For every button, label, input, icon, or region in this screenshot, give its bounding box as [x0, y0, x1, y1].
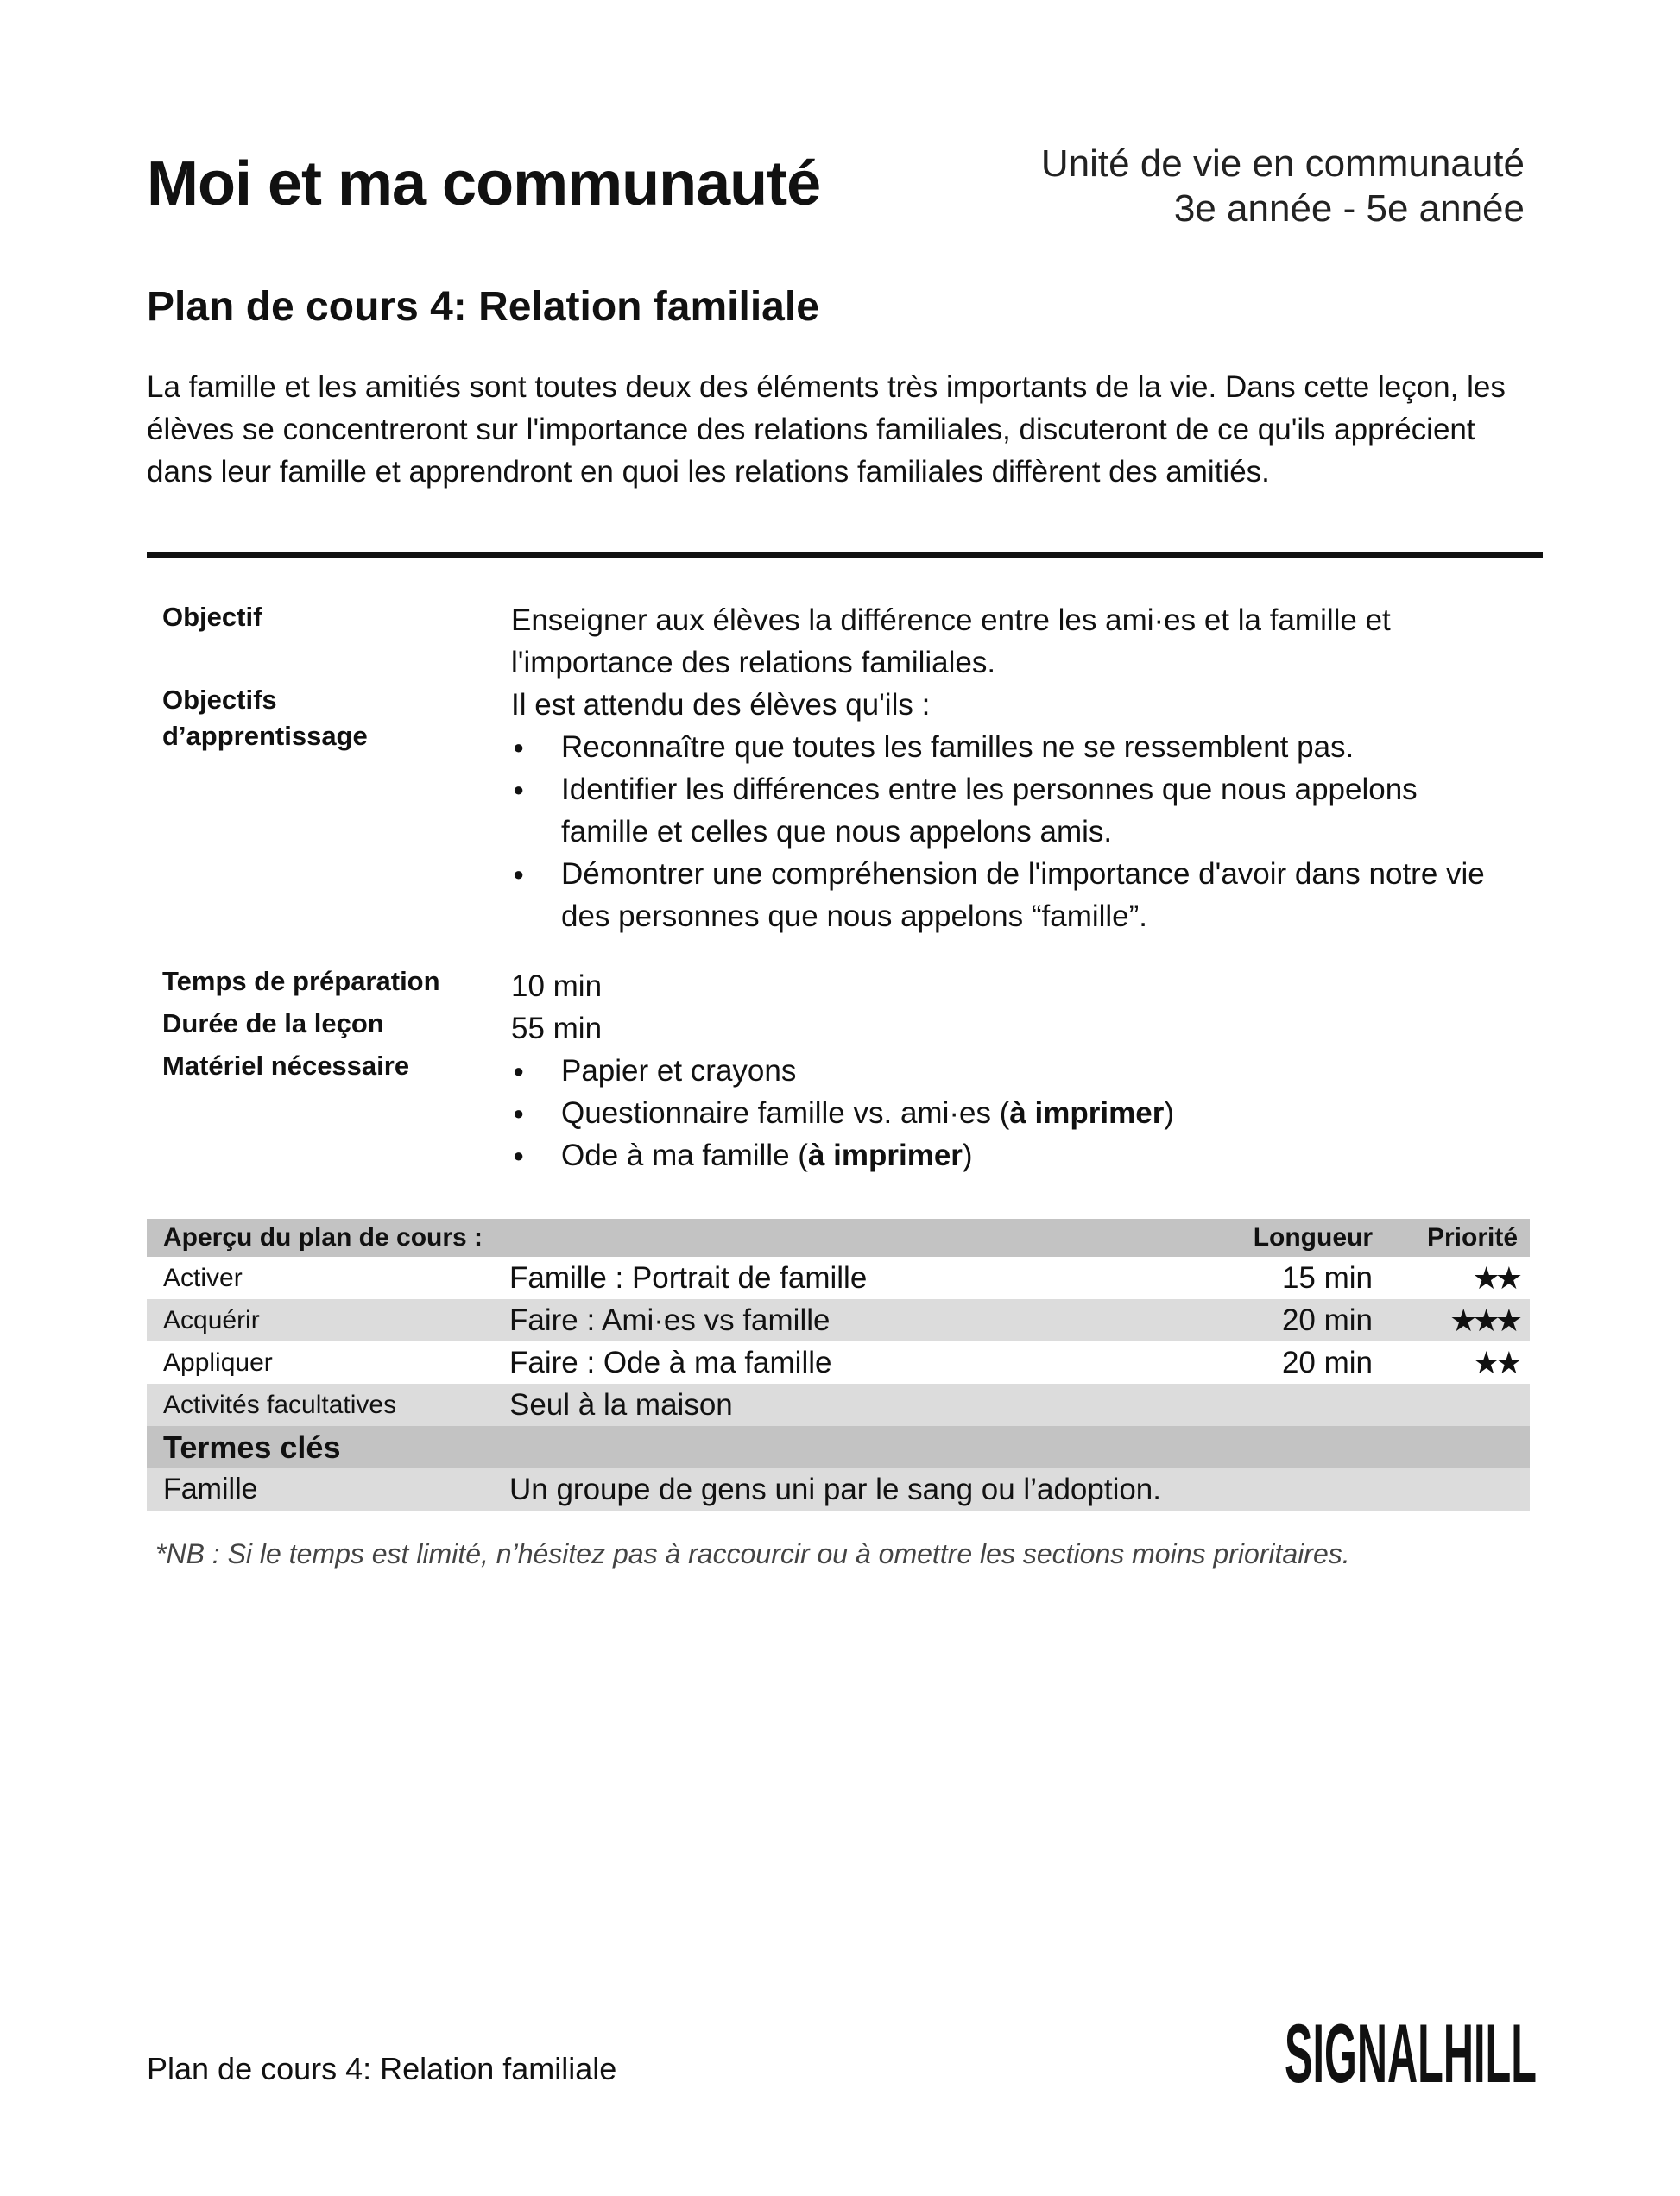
activity-cell: Famille : Portrait de famille — [509, 1260, 868, 1295]
logo-text: SIGNALHILL — [1285, 2018, 1537, 2099]
print-link: à imprimer — [807, 1139, 963, 1172]
phase-cell: Activer — [163, 1263, 243, 1292]
list-item — [511, 1092, 1504, 1134]
goals-intro: Il est attendu des élèves qu'ils : — [511, 688, 931, 722]
footer-title: Plan de cours 4: Relation familiale — [147, 2051, 617, 2086]
unit-info — [1041, 142, 1525, 231]
length-cell — [1183, 1384, 1373, 1426]
list-item: ● Papier et crayons — [511, 1050, 1504, 1092]
length-column-header: Longueur — [1183, 1219, 1373, 1257]
unit-name: Unité de vie en communauté — [1040, 142, 1525, 185]
activity-cell: Seul à la maison — [509, 1384, 1183, 1426]
priority-stars: ★★ — [1472, 1259, 1518, 1296]
objective-text: Enseigner aux élèves la différence entre les ami·es et la famille et l'importance des relations familiales. — [511, 603, 1391, 679]
materials-label: Matériel nécessaire — [162, 1051, 410, 1081]
priority-stars — [1373, 1384, 1530, 1426]
activity-cell: Faire : Ami·es vs famille — [509, 1299, 1183, 1341]
table-row — [147, 1257, 1530, 1299]
objective-label: Objectif — [162, 602, 262, 632]
length-cell: 20 min — [1281, 1345, 1373, 1379]
section-divider — [147, 552, 1543, 558]
duration-label: Durée de la leçon — [162, 1008, 384, 1038]
term-definition: Un groupe de gens uni par le sang ou l’adoption. — [509, 1468, 1530, 1511]
material-text-end: ) — [1164, 1096, 1174, 1130]
lesson-title: Plan de cours 4: Relation familiale — [147, 284, 819, 330]
priority-column-header: Priorité — [1373, 1219, 1530, 1257]
material-text-end: ) — [962, 1139, 973, 1172]
goals-label-line2: d’apprentissage — [162, 721, 368, 751]
phase-cell: Activités facultatives — [147, 1384, 509, 1426]
footnote: *NB : Si le temps est limité, n’hésitez pas à raccourcir ou à omettre les sections moins prioritaires. — [155, 1538, 1350, 1569]
priority-stars: ★★ — [1472, 1344, 1518, 1380]
signalhill-logo — [1285, 2018, 1537, 2099]
prep-value: 10 min — [511, 969, 603, 1003]
table-row — [147, 1299, 1530, 1341]
length-cell: 15 min — [1281, 1260, 1373, 1295]
list-item: ● Démontrer une compréhension de l'importance d'avoir dans notre vie des personnes que nous appelons “famille”. — [511, 853, 1504, 937]
objective-block — [511, 599, 1504, 937]
page-title: Moi et ma communauté — [147, 149, 821, 218]
phase-cell: Appliquer — [163, 1347, 273, 1377]
key-terms-header — [147, 1426, 1530, 1468]
term-cell: Famille — [147, 1468, 509, 1511]
list-item — [511, 1134, 1504, 1177]
overview-table — [147, 1219, 1530, 1511]
lesson-intro: La famille et les amitiés sont toutes deux des éléments très importants de la vie. Dans cette leçon, les élèves se concentreront sur l'importance des relations familiales, discuteront de ce qu'ils apprécient dans leur famille et apprendront en quoi les relations familiales diffèrent des amitiés. — [147, 370, 1506, 489]
material-text: Ode à ma famille ( — [561, 1139, 808, 1172]
duration-value: 55 min — [511, 1012, 603, 1045]
logistics-block — [511, 965, 1504, 1177]
goals-label-line1: Objectifs — [162, 685, 277, 715]
prep-label: Temps de préparation — [162, 966, 440, 996]
table-row — [147, 1384, 1530, 1426]
table-header-row — [147, 1219, 1530, 1257]
goals-list — [511, 726, 1504, 937]
list-item: ● Identifier les différences entre les personnes que nous appelons famille et celles que nous appelons amis. — [511, 768, 1504, 853]
priority-stars: ★★★ — [1373, 1299, 1530, 1341]
table-row — [147, 1468, 1530, 1511]
key-terms-label: Termes clés — [147, 1426, 509, 1468]
print-link: à imprimer — [1009, 1096, 1165, 1130]
material-text: Questionnaire famille vs. ami·es ( — [561, 1096, 1010, 1130]
overview-header-label: Aperçu du plan de cours : — [147, 1219, 509, 1257]
list-item: ● Reconnaître que toutes les familles ne se ressemblent pas. — [511, 726, 1504, 768]
length-cell: 20 min — [1183, 1299, 1373, 1341]
materials-list — [511, 1050, 1504, 1177]
activity-cell: Faire : Ode à ma famille — [509, 1345, 832, 1379]
phase-cell: Acquérir — [147, 1299, 509, 1341]
grade-range: 3e année - 5e année — [1173, 187, 1525, 230]
table-row — [147, 1341, 1530, 1384]
